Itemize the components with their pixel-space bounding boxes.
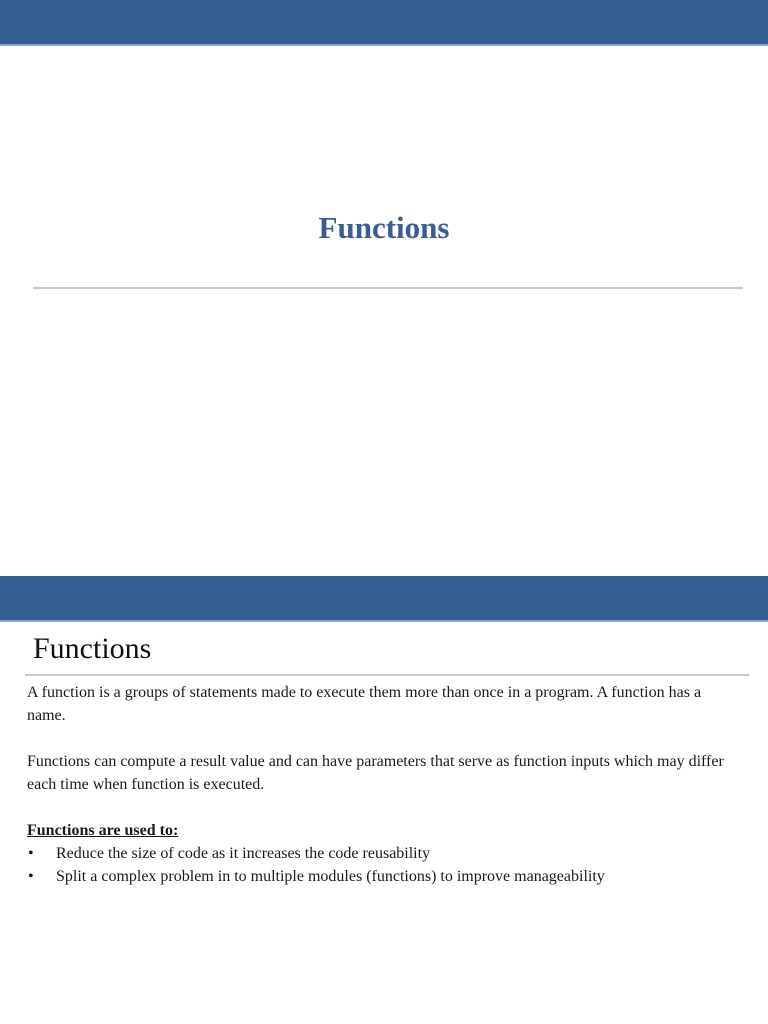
list-item [27, 865, 727, 888]
list-item-text: Split a complex problem in to multiple modules (functions) to improve manageability [56, 868, 605, 885]
bullet-icon: • [28, 845, 34, 862]
paragraph-definition: A function is a groups of statements made to execute them more than once in a program. A function has a name. [27, 684, 702, 724]
uses-heading: Functions are used to: [27, 822, 179, 839]
title-divider [33, 287, 743, 289]
header-bar [0, 576, 768, 622]
bullet-icon: • [28, 868, 34, 885]
title-divider [25, 674, 749, 676]
header-bar [0, 0, 768, 46]
list-item [27, 842, 727, 865]
slide-body [27, 681, 727, 888]
slide-title: Functions [318, 210, 450, 245]
slide-title: Functions [33, 632, 152, 665]
uses-list [27, 842, 727, 888]
content-slide [0, 576, 768, 1024]
paragraph-parameters: Functions can compute a result value and can have parameters that serve as function inputs which may differ each time when function is executed. [27, 753, 724, 793]
list-item-text: Reduce the size of code as it increases the code reusability [56, 845, 431, 862]
